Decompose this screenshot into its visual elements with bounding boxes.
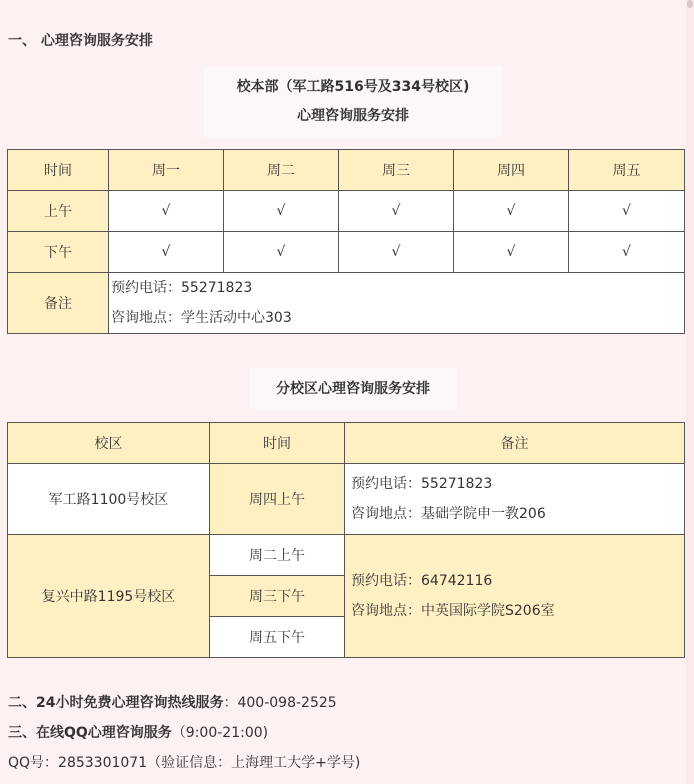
campus-time: 周四上午 bbox=[210, 464, 345, 535]
branch-campus-title: 分校区心理咨询服务安排 bbox=[249, 368, 457, 410]
note-phone: 预约电话：55271823 bbox=[111, 280, 253, 296]
table-row bbox=[8, 535, 685, 576]
main-campus-title bbox=[204, 66, 502, 138]
header-cell: 周五 bbox=[569, 150, 685, 191]
main-campus-title-line2: 心理咨询服务安排 bbox=[297, 108, 409, 124]
row-label: 上午 bbox=[8, 191, 109, 232]
campus-note bbox=[345, 464, 685, 535]
table-row bbox=[8, 232, 685, 273]
note-label: 备注 bbox=[8, 273, 109, 334]
check-cell: √ bbox=[339, 232, 454, 273]
campus-time: 周五下午 bbox=[210, 617, 345, 658]
section-heading-1: 一、 心理咨询服务安排 bbox=[8, 33, 153, 49]
hotline-label: 二、24小时免费心理咨询热线服务 bbox=[8, 695, 224, 711]
hotline-line bbox=[8, 692, 337, 712]
scrollbar[interactable] bbox=[686, 0, 694, 784]
scrollbar-thumb[interactable] bbox=[687, 0, 693, 8]
table-row bbox=[8, 191, 685, 232]
check-cell: √ bbox=[454, 191, 569, 232]
online-service-line bbox=[8, 722, 268, 742]
campus-name: 军工路1100号校区 bbox=[8, 464, 210, 535]
table-row bbox=[8, 464, 685, 535]
header-cell: 备注 bbox=[345, 423, 685, 464]
online-label: 三、在线QQ心理咨询服务 bbox=[8, 725, 172, 741]
check-cell: √ bbox=[224, 232, 339, 273]
campus-time: 周二上午 bbox=[210, 535, 345, 576]
note-place: 咨询地点：学生活动中心303 bbox=[111, 310, 292, 326]
branch-campus-schedule-table bbox=[7, 422, 685, 658]
campus-place: 咨询地点：基础学院申一教206 bbox=[351, 506, 546, 522]
check-cell: √ bbox=[224, 191, 339, 232]
hotline-value: ：400-098-2525 bbox=[223, 695, 337, 711]
check-cell: √ bbox=[454, 232, 569, 273]
table-row-note bbox=[8, 273, 685, 334]
row-label: 下午 bbox=[8, 232, 109, 273]
check-cell: √ bbox=[109, 232, 224, 273]
online-value: （9:00-21:00) bbox=[171, 725, 269, 741]
header-cell: 周一 bbox=[109, 150, 224, 191]
main-campus-title-line1: 校本部（军工路516号及334号校区) bbox=[236, 79, 470, 95]
campus-time: 周三下午 bbox=[210, 576, 345, 617]
check-cell: √ bbox=[109, 191, 224, 232]
header-cell: 时间 bbox=[210, 423, 345, 464]
campus-place: 咨询地点：中英国际学院S206室 bbox=[351, 603, 555, 619]
check-cell: √ bbox=[569, 191, 685, 232]
table-header-row bbox=[8, 423, 685, 464]
campus-note bbox=[345, 535, 685, 658]
campus-phone: 预约电话：64742116 bbox=[351, 573, 493, 589]
check-cell: √ bbox=[339, 191, 454, 232]
header-cell: 周三 bbox=[339, 150, 454, 191]
header-cell: 校区 bbox=[8, 423, 210, 464]
check-cell: √ bbox=[569, 232, 685, 273]
header-cell: 周四 bbox=[454, 150, 569, 191]
header-cell: 周二 bbox=[224, 150, 339, 191]
campus-phone: 预约电话：55271823 bbox=[351, 476, 493, 492]
note-cell bbox=[109, 273, 685, 334]
qq-line: QQ号：2853301071（验证信息：上海理工大学+学号) bbox=[8, 755, 361, 771]
table-header-row bbox=[8, 150, 685, 191]
main-campus-schedule-table bbox=[7, 149, 685, 334]
campus-name: 复兴中路1195号校区 bbox=[8, 535, 210, 658]
header-cell: 时间 bbox=[8, 150, 109, 191]
